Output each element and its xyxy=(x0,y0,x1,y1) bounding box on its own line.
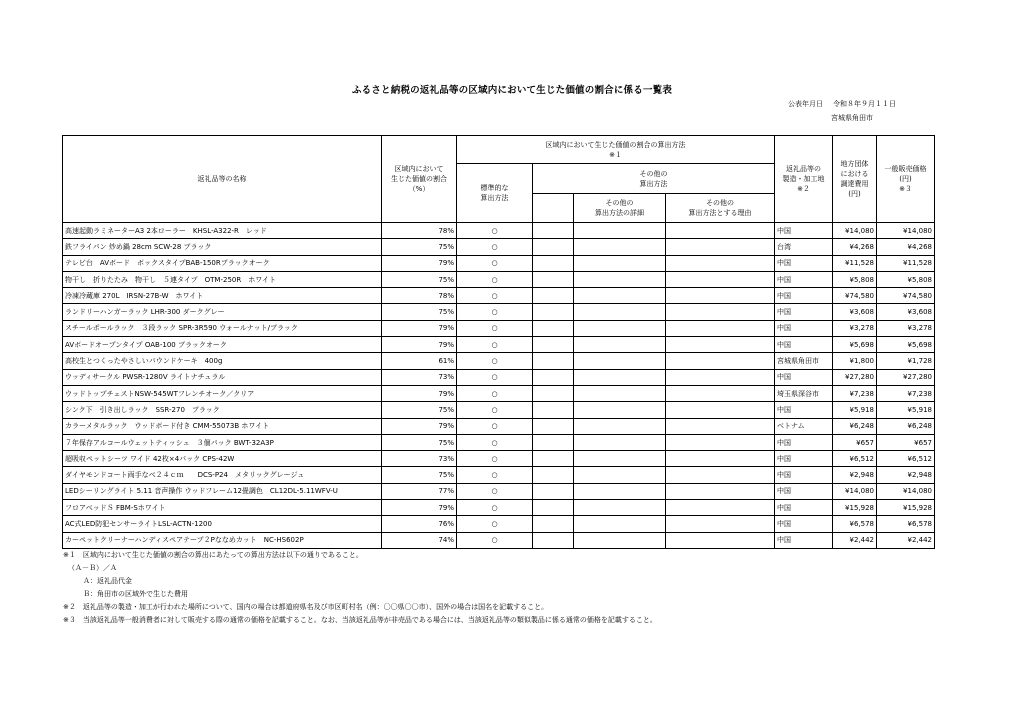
cell-name: ウッドトップチェストNSW-545WTフレンチオーク／クリア xyxy=(63,385,382,401)
cell-cost: ¥7,238 xyxy=(833,385,877,401)
cell-name: ランドリーハンガーラック LHR-300 ダークグレー xyxy=(63,304,382,320)
cell-name: フロアベッドＳ FBM-Sホワイト xyxy=(63,500,382,516)
cell-standard-method: ○ xyxy=(457,255,533,271)
cell-name: 超吸収ペットシーツ ワイド 42枚×4パック CPS-42W xyxy=(63,451,382,467)
table-row xyxy=(63,434,935,450)
cell-other-detail xyxy=(574,369,666,385)
cell-other-detail xyxy=(574,451,666,467)
cell-other-blank xyxy=(533,385,574,401)
publication-date xyxy=(788,99,896,109)
cell-name: ウッディサークル PWSR-1280V ライトナチュラル xyxy=(63,369,382,385)
cell-other-reason xyxy=(666,353,775,369)
table-row xyxy=(63,500,935,516)
footnote-1: ※１ 区域内において生じた価値の割合の算出にあたっての算出方法は以下の通りであること。 xyxy=(63,551,363,559)
cell-other-blank xyxy=(533,467,574,483)
cell-place: 中国 xyxy=(775,271,833,287)
header-other-blank xyxy=(533,194,574,223)
header-other-reason-line: 算出方法とする理由 xyxy=(688,209,752,217)
cell-place: 中国 xyxy=(775,467,833,483)
cell-cost: ¥4,268 xyxy=(833,239,877,255)
cell-other-detail xyxy=(574,223,666,239)
cell-ratio: 75% xyxy=(382,467,457,483)
cell-cost: ¥74,580 xyxy=(833,288,877,304)
cell-ratio: 77% xyxy=(382,483,457,499)
cell-other-detail xyxy=(574,500,666,516)
table-row xyxy=(63,320,935,336)
cell-other-detail xyxy=(574,255,666,271)
cell-name: ダイヤモンドコート両手なべ２４ｃｍ DCS-P24 メタリックグレージュ xyxy=(63,467,382,483)
table-header xyxy=(63,136,935,223)
header-cost-line: 調達費用 xyxy=(840,180,869,188)
footnote-formula-b: Ｂ：角田市の区域外で生じた費用 xyxy=(83,590,188,598)
cell-price: ¥3,278 xyxy=(877,320,935,336)
table-row xyxy=(63,239,935,255)
cell-other-reason xyxy=(666,434,775,450)
table-row xyxy=(63,516,935,532)
cell-other-reason xyxy=(666,467,775,483)
cell-ratio: 79% xyxy=(382,385,457,401)
cell-ratio: 75% xyxy=(382,304,457,320)
header-other-group xyxy=(533,164,775,194)
cell-other-reason xyxy=(666,255,775,271)
footnote-3: ※３ 当該返礼品等一般消費者に対して販売する際の通常の価格を記載すること。なお、当該返礼品等が非売品である場合には、当該返礼品等の類似製品に係る通常の価格を記載すること。 xyxy=(63,616,657,624)
cell-ratio: 78% xyxy=(382,223,457,239)
cell-other-blank xyxy=(533,320,574,336)
cell-cost: ¥3,608 xyxy=(833,304,877,320)
cell-other-detail xyxy=(574,337,666,353)
cell-name: カーペットクリーナーハンディスペアテープ２Pななめカット NC-HS602P xyxy=(63,532,382,548)
cell-place: ベトナム xyxy=(775,418,833,434)
cell-place: 宮城県角田市 xyxy=(775,353,833,369)
cell-other-detail xyxy=(574,353,666,369)
table-row xyxy=(63,255,935,271)
cell-other-detail xyxy=(574,434,666,450)
header-place-line: ※２ xyxy=(797,185,810,193)
table-row xyxy=(63,483,935,499)
cell-price: ¥7,238 xyxy=(877,385,935,401)
cell-standard-method: ○ xyxy=(457,516,533,532)
cell-place: 中国 xyxy=(775,304,833,320)
cell-ratio: 75% xyxy=(382,239,457,255)
cell-other-blank xyxy=(533,239,574,255)
cell-ratio: 78% xyxy=(382,288,457,304)
cell-other-detail xyxy=(574,304,666,320)
cell-other-blank xyxy=(533,304,574,320)
cell-place: 中国 xyxy=(775,320,833,336)
cell-name: AC式LED防犯センサーライトLSL-ACTN-1200 xyxy=(63,516,382,532)
header-ratio-line: （%） xyxy=(408,185,430,193)
cell-standard-method: ○ xyxy=(457,337,533,353)
cell-standard-method: ○ xyxy=(457,483,533,499)
cell-cost: ¥3,278 xyxy=(833,320,877,336)
footnote-formula: （Ａ－Ｂ）／Ａ xyxy=(68,564,117,572)
cell-ratio: 79% xyxy=(382,337,457,353)
header-standard xyxy=(457,164,533,223)
cell-ratio: 74% xyxy=(382,532,457,548)
cell-ratio: 73% xyxy=(382,451,457,467)
footnotes xyxy=(63,549,657,627)
cell-name: カラーメタルラック ウッドボード付き CMM-55073B ホワイト xyxy=(63,418,382,434)
header-price-line: ※３ xyxy=(899,185,912,193)
cell-cost: ¥6,248 xyxy=(833,418,877,434)
cell-other-blank xyxy=(533,288,574,304)
cell-other-blank xyxy=(533,500,574,516)
footnote-2: ※２ 返礼品等の製造・加工が行われた場所について、国内の場合は都道府県名及び市区町村名（例：〇〇県〇〇市）、国外の場合は国名を記載すること。 xyxy=(63,603,549,611)
cell-standard-method: ○ xyxy=(457,369,533,385)
cell-place: 中国 xyxy=(775,451,833,467)
page-title: ふるさと納税の返礼品等の区域内において生じた価値の割合に係る一覧表 xyxy=(351,85,673,96)
cell-ratio: 73% xyxy=(382,369,457,385)
cell-standard-method: ○ xyxy=(457,418,533,434)
cell-other-reason xyxy=(666,239,775,255)
cell-cost: ¥15,928 xyxy=(833,500,877,516)
cell-other-reason xyxy=(666,483,775,499)
header-name: 返礼品等の名称 xyxy=(63,136,382,223)
cell-other-reason xyxy=(666,532,775,548)
cell-standard-method: ○ xyxy=(457,304,533,320)
table-row xyxy=(63,353,935,369)
cell-place: 中国 xyxy=(775,500,833,516)
cell-price: ¥2,442 xyxy=(877,532,935,548)
cell-other-blank xyxy=(533,483,574,499)
cell-cost: ¥14,080 xyxy=(833,483,877,499)
cell-other-reason xyxy=(666,288,775,304)
cell-standard-method: ○ xyxy=(457,271,533,287)
cell-other-detail xyxy=(574,320,666,336)
header-other-detail-line: 算出方法の詳細 xyxy=(595,209,644,217)
cell-other-reason xyxy=(666,418,775,434)
cell-other-blank xyxy=(533,369,574,385)
cell-other-blank xyxy=(533,532,574,548)
cell-place: 中国 xyxy=(775,532,833,548)
header-other-detail-line: その他の xyxy=(605,199,634,207)
cell-place: 中国 xyxy=(775,483,833,499)
cell-other-reason xyxy=(666,402,775,418)
cell-ratio: 76% xyxy=(382,516,457,532)
header-other-reason-line: その他の xyxy=(706,199,734,207)
cell-price: ¥5,698 xyxy=(877,337,935,353)
cell-standard-method: ○ xyxy=(457,434,533,450)
cell-other-reason xyxy=(666,451,775,467)
cell-standard-method: ○ xyxy=(457,532,533,548)
returns-ratio-table xyxy=(62,135,935,549)
cell-other-blank xyxy=(533,516,574,532)
header-price xyxy=(877,136,935,223)
cell-place: 中国 xyxy=(775,369,833,385)
cell-price: ¥2,948 xyxy=(877,467,935,483)
cell-name: 高校生とつくったやさしいパウンドケーキ 400g xyxy=(63,353,382,369)
table-row xyxy=(63,337,935,353)
header-standard-line: 算出方法 xyxy=(480,194,509,202)
cell-other-reason xyxy=(666,369,775,385)
header-ratio xyxy=(382,136,457,223)
cell-ratio: 79% xyxy=(382,500,457,516)
cell-cost: ¥6,578 xyxy=(833,516,877,532)
cell-cost: ¥11,528 xyxy=(833,255,877,271)
cell-other-blank xyxy=(533,418,574,434)
cell-ratio: 61% xyxy=(382,353,457,369)
table-row xyxy=(63,288,935,304)
cell-other-blank xyxy=(533,451,574,467)
header-ratio-line: 区域内において xyxy=(394,165,444,173)
cell-price: ¥15,928 xyxy=(877,500,935,516)
header-cost-line: (円) xyxy=(848,190,861,198)
cell-name: AVボードオープンタイプ OAB-100 ブラックオーク xyxy=(63,337,382,353)
cell-name: 高速起動ラミネーターA3 2本ローラー KHSL-A322-R レッド xyxy=(63,223,382,239)
cell-name: LEDシーリングライト 5.11 音声操作 ウッドフレーム12畳調色 CL12DL-5.11WFV-U xyxy=(63,483,382,499)
cell-cost: ¥27,280 xyxy=(833,369,877,385)
table-row xyxy=(63,451,935,467)
cell-cost: ¥5,808 xyxy=(833,271,877,287)
table-row xyxy=(63,467,935,483)
cell-name: テレビ台 AVボード ボックスタイプBAB-150Rブラックオーク xyxy=(63,255,382,271)
table-row xyxy=(63,223,935,239)
cell-name: ７年保存アルコールウェットティッシュ ３個パック BWT-32A3P xyxy=(63,434,382,450)
cell-place: 中国 xyxy=(775,337,833,353)
cell-other-reason xyxy=(666,385,775,401)
cell-other-detail xyxy=(574,239,666,255)
cell-cost: ¥14,080 xyxy=(833,223,877,239)
cell-other-reason xyxy=(666,516,775,532)
header-place xyxy=(775,136,833,223)
cell-other-reason xyxy=(666,223,775,239)
cell-cost: ¥5,918 xyxy=(833,402,877,418)
cell-other-reason xyxy=(666,304,775,320)
table-row xyxy=(63,418,935,434)
municipality-name: 宮城県角田市 xyxy=(831,114,873,122)
cell-other-detail xyxy=(574,402,666,418)
cell-other-detail xyxy=(574,271,666,287)
cell-ratio: 75% xyxy=(382,402,457,418)
cell-price: ¥74,580 xyxy=(877,288,935,304)
header-place-line: 製造・加工地 xyxy=(782,175,825,183)
header-method-group-line: ※１ xyxy=(609,150,622,159)
table-body xyxy=(63,223,935,549)
cell-standard-method: ○ xyxy=(457,467,533,483)
cell-standard-method: ○ xyxy=(457,288,533,304)
cell-price: ¥5,918 xyxy=(877,402,935,418)
cell-place: 埼玉県深谷市 xyxy=(775,385,833,401)
cell-ratio: 79% xyxy=(382,320,457,336)
cell-ratio: 79% xyxy=(382,255,457,271)
table-row xyxy=(63,402,935,418)
publication-date-label: 公表年月日 xyxy=(788,100,823,108)
cell-other-detail xyxy=(574,418,666,434)
table-row xyxy=(63,385,935,401)
cell-other-blank xyxy=(533,271,574,287)
cell-other-detail xyxy=(574,288,666,304)
header-cost-line: 地方団体 xyxy=(840,160,869,168)
header-other-reason xyxy=(666,194,775,223)
header-place-line: 返礼品等の xyxy=(786,165,821,173)
cell-ratio: 79% xyxy=(382,418,457,434)
cell-standard-method: ○ xyxy=(457,402,533,418)
cell-other-reason xyxy=(666,271,775,287)
header-other-detail xyxy=(574,194,666,223)
cell-standard-method: ○ xyxy=(457,385,533,401)
cell-standard-method: ○ xyxy=(457,320,533,336)
cell-place: 中国 xyxy=(775,223,833,239)
cell-other-reason xyxy=(666,320,775,336)
cell-price: ¥1,728 xyxy=(877,353,935,369)
cell-name: 鉄フライパン 炒め鍋 28cm SCW-28 ブラック xyxy=(63,239,382,255)
cell-price: ¥657 xyxy=(877,434,935,450)
table-row xyxy=(63,532,935,548)
cell-cost: ¥5,698 xyxy=(833,337,877,353)
cell-other-blank xyxy=(533,353,574,369)
header-ratio-line: 生じた価値の割合 xyxy=(391,175,447,183)
header-other-group-line: その他の xyxy=(639,169,668,178)
cell-cost: ¥1,800 xyxy=(833,353,877,369)
cell-other-blank xyxy=(533,255,574,271)
cell-price: ¥6,512 xyxy=(877,451,935,467)
cell-other-detail xyxy=(574,516,666,532)
header-cost xyxy=(833,136,877,223)
cell-price: ¥5,808 xyxy=(877,271,935,287)
publication-date-value: 令和８年９月１１日 xyxy=(833,100,896,108)
cell-ratio: 75% xyxy=(382,434,457,450)
header-cost-line: における xyxy=(840,170,869,178)
cell-cost: ¥657 xyxy=(833,434,877,450)
cell-other-reason xyxy=(666,500,775,516)
cell-place: 中国 xyxy=(775,255,833,271)
cell-price: ¥11,528 xyxy=(877,255,935,271)
cell-cost: ¥6,512 xyxy=(833,451,877,467)
cell-other-detail xyxy=(574,385,666,401)
cell-place: 中国 xyxy=(775,402,833,418)
cell-name: スチールポールラック ３段ラック SPR-3R590 ウォールナット/ブラック xyxy=(63,320,382,336)
cell-price: ¥3,608 xyxy=(877,304,935,320)
footnote-formula-a: Ａ：返礼品代金 xyxy=(83,577,132,585)
header-other-group-line: 算出方法 xyxy=(639,179,668,188)
cell-price: ¥14,080 xyxy=(877,223,935,239)
cell-place: 中国 xyxy=(775,516,833,532)
cell-standard-method: ○ xyxy=(457,353,533,369)
cell-place: 中国 xyxy=(775,434,833,450)
cell-other-detail xyxy=(574,483,666,499)
cell-standard-method: ○ xyxy=(457,239,533,255)
cell-price: ¥6,248 xyxy=(877,418,935,434)
header-method-group-line: 区域内において生じた価値の割合の算出方法 xyxy=(545,140,686,149)
cell-other-detail xyxy=(574,467,666,483)
table-row xyxy=(63,304,935,320)
cell-place: 中国 xyxy=(775,288,833,304)
cell-other-blank xyxy=(533,337,574,353)
cell-other-reason xyxy=(666,337,775,353)
cell-other-blank xyxy=(533,402,574,418)
cell-other-blank xyxy=(533,434,574,450)
cell-cost: ¥2,948 xyxy=(833,467,877,483)
cell-price: ¥6,578 xyxy=(877,516,935,532)
cell-standard-method: ○ xyxy=(457,223,533,239)
cell-name: 冷凍冷蔵庫 270L IRSN-27B-W ホワイト xyxy=(63,288,382,304)
cell-standard-method: ○ xyxy=(457,451,533,467)
cell-standard-method: ○ xyxy=(457,500,533,516)
header-method-group xyxy=(457,136,775,164)
cell-other-blank xyxy=(533,223,574,239)
cell-price: ¥27,280 xyxy=(877,369,935,385)
cell-name: シンク下 引き出しラック SSR-270 ブラック xyxy=(63,402,382,418)
cell-name: 物干し 折りたたみ 物干し ５連タイプ OTM-250R ホワイト xyxy=(63,271,382,287)
header-standard-line: 標準的な xyxy=(480,184,509,192)
header-price-line: 一般販売価格 xyxy=(884,165,927,173)
header-price-line: (円) xyxy=(899,175,912,183)
cell-cost: ¥2,442 xyxy=(833,532,877,548)
cell-place: 台湾 xyxy=(775,239,833,255)
table-row xyxy=(63,369,935,385)
cell-ratio: 75% xyxy=(382,271,457,287)
table-row xyxy=(63,271,935,287)
cell-other-detail xyxy=(574,532,666,548)
cell-price: ¥14,080 xyxy=(877,483,935,499)
cell-price: ¥4,268 xyxy=(877,239,935,255)
